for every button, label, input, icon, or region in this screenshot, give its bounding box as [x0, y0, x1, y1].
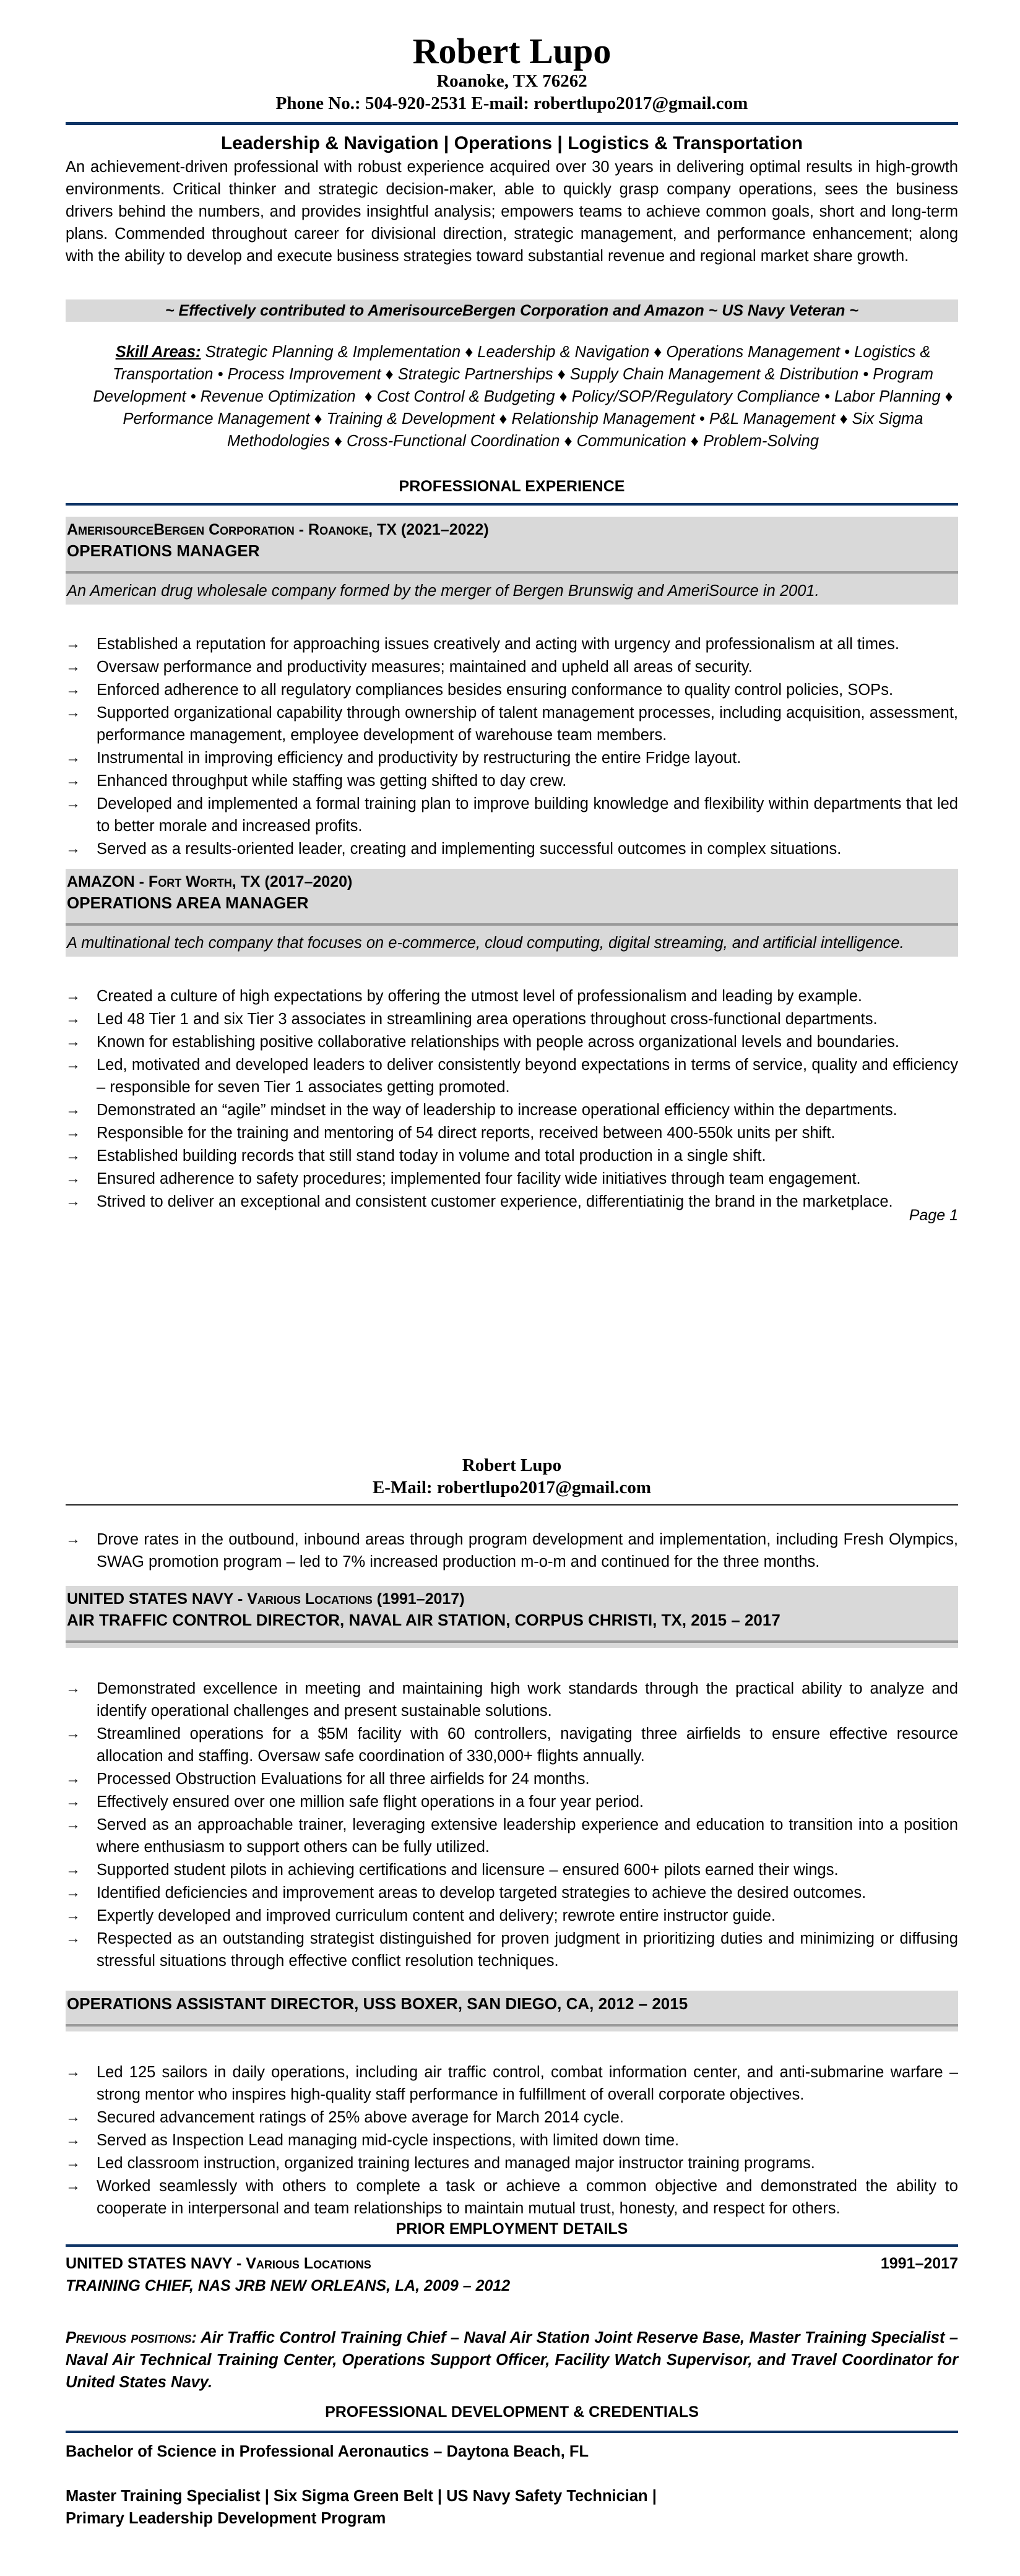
list-item: [66, 2129, 958, 2152]
company-description: An American drug wholesale company formed by the merger of Bergen Brunswig and AmeriSource in 2001.: [66, 580, 958, 605]
skill-areas-label: Skill Areas:: [115, 343, 201, 361]
job-us-navy: [66, 1586, 958, 1973]
highlight-banner: ~ Effectively contributed to AmerisourceBergen Corporation and Amazon ~ US Navy Veteran ~: [66, 299, 958, 322]
page-2-header: [66, 1454, 958, 1499]
candidate-email: E-Mail: robertlupo2017@gmail.com: [372, 1478, 652, 1497]
list-item: [66, 1882, 958, 1904]
arrow-icon: →: [66, 704, 80, 721]
job-header-box: [66, 1586, 958, 1648]
bullet-text: Supported student pilots in achieving certifications and licensure – ensured 600+ pilots earned their wings.: [97, 1861, 839, 1879]
certifications-line-1: Master Training Specialist | Six Sigma Green Belt | US Navy Safety Technician |: [66, 2488, 657, 2505]
bullet-text: Oversaw performance and productivity measures; maintained and upheld all areas of security.: [97, 658, 753, 676]
previous-positions-text: Air Traffic Control Training Chief – Naval Air Station Joint Reserve Base, Master Training Specialist – Naval Air Technical Training Center, Operations Support Officer, Facility Watch Supervisor, and Travel Coordinator for United States Navy.: [66, 2329, 958, 2391]
list-item: [66, 1528, 958, 1573]
bullet-text: Expertly developed and improved curriculum content and delivery; rewrote entire instructor guide.: [97, 1907, 776, 1924]
arrow-icon: →: [66, 681, 80, 698]
certifications-line-2: Primary Leadership Development Program: [66, 2510, 386, 2527]
company-location: Various Locations: [247, 1590, 373, 1608]
bullet-text: Instrumental in improving efficiency and productivity by restructuring the entire Fridge layout.: [97, 749, 741, 767]
previous-positions-label: Previous positions:: [66, 2329, 197, 2346]
job-bullets: [66, 1678, 958, 1972]
list-item: [66, 2152, 958, 2174]
bullet-text: Supported organizational capability through ownership of talent management processes, including acquisition, assessment, performance management, employee development of warehouse team members.: [97, 704, 958, 744]
job-company: [66, 871, 958, 892]
list-item: [66, 2061, 958, 2106]
resume-header: [66, 32, 958, 114]
candidate-address: Roanoke, TX 76262: [436, 71, 587, 91]
list-item: [66, 2175, 958, 2220]
bullet-text: Led, motivated and developed leaders to deliver consistently beyond expectations in terms of service, quality and efficiency – responsible for seven Tier 1 associates getting promoted.: [97, 1056, 958, 1096]
header-divider: [66, 122, 958, 125]
page-2-header-divider: [66, 1504, 958, 1506]
skill-areas: [66, 341, 980, 452]
job-title: OPERATIONS ASSISTANT DIRECTOR, USS BOXER, SAN DIEGO, CA, 2012 – 2015: [67, 1994, 688, 2013]
job-box-divider: [66, 2024, 958, 2027]
prior-employer-location: Various Locations: [246, 2255, 371, 2272]
job-amerisourcebergen: [66, 517, 958, 861]
arrow-icon: →: [66, 2109, 80, 2126]
list-item: [66, 679, 958, 701]
credentials-divider: [66, 2431, 958, 2433]
degree: Bachelor of Science in Professional Aeronautics – Daytona Beach, FL: [66, 2443, 589, 2460]
prior-employment: [66, 2252, 958, 2393]
bullet-text: Established a reputation for approaching issues creatively and acting with urgency and professionalism at all times.: [97, 635, 899, 653]
bullet-text: Led 48 Tier 1 and six Tier 3 associates in streamlining area operations throughout cross-functional departments.: [97, 1010, 878, 1028]
bullet-text: Drove rates in the outbound, inbound areas through program development and implementation, including Fresh Olympics, SWAG promotion program – led to 7% increased production m-o-m and continued for the three months.: [97, 1531, 958, 1570]
list-item: [66, 1008, 958, 1030]
bullet-text: Enforced adherence to all regulatory compliances besides ensuring conformance to quality control policies, SOPs.: [97, 681, 894, 699]
list-item: [66, 1791, 958, 1813]
bullet-text: Demonstrated an “agile” mindset in the way of leadership to increase operational efficiency within the departments.: [97, 1101, 897, 1119]
bullet-text: Strived to deliver an exceptional and consistent customer experience, differentiatinig the brand in the marketplace.: [97, 1193, 893, 1210]
company-name: AmerisourceBergen Corporation - Roanoke, TX: [67, 521, 397, 538]
list-item: [66, 1859, 958, 1881]
job-box-divider: [66, 571, 958, 574]
tagline: Leadership & Navigation | Operations | Logistics & Transportation: [220, 133, 803, 153]
arrow-icon: →: [66, 1124, 80, 1141]
arrow-icon: →: [66, 1861, 80, 1878]
bullet-text: Secured advancement ratings of 25% above average for March 2014 cycle.: [97, 2109, 624, 2126]
summary: An achievement-driven professional with robust experience acquired over 30 years in delivering optimal results in high-growth environments. Critical thinker and strategic decision-maker, able to quickly grasp company operations, sees the business drivers behind the numbers, and provides insightful analysis; empowers teams to achieve common goals, short and long-term plans. Commended throughout career for divisional direction, strategic management, and performance enhancement; along with the ability to develop and execute business strategies toward substantial revenue and regional market share growth.: [66, 158, 958, 265]
skill-areas-list: Strategic Planning & Implementation ♦ Leadership & Navigation ♦ Operations Management • Logistics & Transportation • Process Improvement ♦ Strategic Partnerships ♦ Supply Chain Management & Distribution • Program Development • Revenue Optimization ♦ Cost Control & Budgeting ♦ Policy/SOP/Regulatory Compliance • Labor Planning ♦ Performance Management ♦ Training & Development ♦ Relationship Management • P&L Management ♦ Six Sigma Methodologies ♦ Cross-Functional Coordination ♦ Communication ♦ Problem-Solving: [93, 343, 953, 450]
arrow-icon: →: [66, 1725, 80, 1742]
bullet-text: Respected as an outstanding strategist distinguished for proven judgment in prioritizing duties and minimizing or diffusing stressful situations through effective conflict resolution techniques.: [97, 1930, 958, 1970]
previous-positions: [66, 2327, 958, 2393]
bullet-text: Served as an approachable trainer, leveraging extensive leadership experience and education to transition into a position where enthusiasm to support others can be fully utilized.: [97, 1816, 958, 1856]
list-item: [66, 1099, 958, 1121]
arrow-icon: →: [66, 1056, 80, 1073]
section-title-credentials: PROFESSIONAL DEVELOPMENT & CREDENTIALS: [325, 2403, 699, 2421]
bullet-text: Identified deficiencies and improvement areas to develop targeted strategies to achieve the desired outcomes.: [97, 1884, 867, 1902]
bullet-text: Created a culture of high expectations by offering the utmost level of professionalism and leading by example.: [97, 988, 862, 1005]
arrow-icon: →: [66, 1193, 80, 1210]
arrow-icon: →: [66, 988, 80, 1004]
list-item: [66, 1723, 958, 1767]
arrow-icon: →: [66, 658, 80, 675]
company-location: Fort Worth, TX: [148, 873, 261, 890]
bullet-text: Worked seamlessly with others to complete a task or achieve a common objective and demonstrated the ability to cooperate in interpersonal and team relationships to maintain mutual trust, honesty, and respect for others.: [97, 2178, 958, 2217]
company-name: UNITED STATES NAVY -: [67, 1590, 248, 1608]
arrow-icon: →: [66, 1907, 80, 1924]
list-item: [66, 2106, 958, 2129]
list-item: [66, 985, 958, 1007]
list-item: [66, 702, 958, 746]
job-header-box: [66, 869, 958, 957]
list-item: [66, 1145, 958, 1167]
job-header-box: [66, 1991, 958, 2031]
list-item: [66, 1122, 958, 1144]
candidate-name: Robert Lupo: [462, 1455, 562, 1475]
arrow-icon: →: [66, 1884, 80, 1901]
job-title: OPERATIONS AREA MANAGER: [67, 894, 309, 912]
job-amazon: [66, 869, 958, 1213]
job-dates: (2021–2022): [396, 521, 489, 538]
arrow-icon: →: [66, 1680, 80, 1697]
bullet-text: Enhanced throughput while staffing was getting shifted to day crew.: [97, 772, 567, 790]
company-name: AMAZON -: [67, 873, 149, 890]
credentials: [66, 2440, 958, 2530]
section-title-prior: PRIOR EMPLOYMENT DETAILS: [395, 2220, 628, 2238]
arrow-icon: →: [66, 1010, 80, 1027]
bullet-text: Developed and implemented a formal training plan to improve building knowledge and flexibility within departments that led to better morale and increased profits.: [97, 795, 958, 835]
list-item: [66, 633, 958, 655]
candidate-contact: Phone No.: 504-920-2531 E-mail: robertlupo2017@gmail.com: [275, 93, 748, 113]
arrow-icon: →: [66, 772, 80, 789]
list-item: [66, 1168, 958, 1190]
arrow-icon: →: [66, 1147, 80, 1164]
prior-dates: 1991–2017: [880, 2255, 958, 2272]
arrow-icon: →: [66, 1531, 80, 1548]
bullet-text: Demonstrated excellence in meeting and maintaining high work standards through the practical ability to analyze and identify operational challenges and present sustainable solutions.: [97, 1680, 958, 1720]
arrow-icon: →: [66, 795, 80, 812]
prior-divider: [66, 2244, 958, 2247]
job-box-divider: [66, 1640, 958, 1643]
job-amazon-continued: [66, 1528, 958, 1574]
job-header-box: [66, 517, 958, 605]
job-bullets: [66, 2061, 958, 2220]
job-company: [66, 1588, 958, 1609]
prior-employer-name: UNITED STATES NAVY -: [66, 2255, 246, 2272]
job-title: AIR TRAFFIC CONTROL DIRECTOR, NAVAL AIR STATION, CORPUS CHRISTI, TX, 2015 – 2017: [67, 1611, 780, 1629]
arrow-icon: →: [66, 1930, 80, 1947]
arrow-icon: →: [66, 2178, 80, 2194]
list-item: [66, 838, 958, 860]
job-bullets: [66, 1528, 958, 1573]
bullet-text: Led classroom instruction, organized training lectures and managed major instructor training programs.: [97, 2155, 815, 2172]
arrow-icon: →: [66, 2064, 80, 2080]
arrow-icon: →: [66, 1170, 80, 1187]
arrow-icon: →: [66, 2132, 80, 2148]
job-box-divider: [66, 923, 958, 926]
list-item: [66, 1678, 958, 1722]
arrow-icon: →: [66, 635, 80, 652]
job-uss-boxer: [66, 1991, 958, 2220]
list-item: [66, 656, 958, 678]
list-item: [66, 1905, 958, 1927]
bullet-text: Led 125 sailors in daily operations, including air traffic control, combat information center, and anti-submarine warfare – strong mentor who inspires high-quality staff performance in fulfillment of overall corporate objectives.: [97, 2064, 958, 2103]
arrow-icon: →: [66, 2155, 80, 2171]
prior-employer-line: [66, 2252, 958, 2275]
arrow-icon: →: [66, 840, 80, 857]
bullet-text: Established building records that still stand today in volume and total production in a single shift.: [97, 1147, 766, 1165]
arrow-icon: →: [66, 1793, 80, 1810]
job-bullets: [66, 985, 958, 1213]
list-item: [66, 1768, 958, 1790]
arrow-icon: →: [66, 749, 80, 766]
job-dates: (1991–2017): [372, 1590, 465, 1608]
bullet-text: Responsible for the training and mentoring of 54 direct reports, received between 400-550k units per shift.: [97, 1124, 836, 1142]
bullet-text: Served as a results-oriented leader, creating and implementing successful outcomes in complex situations.: [97, 840, 842, 858]
prior-role: TRAINING CHIEF, NAS JRB NEW ORLEANS, LA, 2009 – 2012: [66, 2277, 511, 2294]
candidate-name: Robert Lupo: [412, 31, 612, 71]
arrow-icon: →: [66, 1101, 80, 1118]
list-item: [66, 1928, 958, 1972]
job-title: OPERATIONS MANAGER: [67, 541, 260, 560]
list-item: [66, 1814, 958, 1858]
job-dates: (2017–2020): [260, 873, 353, 890]
bullet-text: Processed Obstruction Evaluations for all three airfields for 24 months.: [97, 1770, 590, 1788]
job-company: [66, 519, 958, 540]
bullet-text: Known for establishing positive collaborative relationships with people across organizational levels and boundaries.: [97, 1033, 900, 1051]
list-item: [66, 1054, 958, 1098]
list-item: [66, 1031, 958, 1053]
experience-divider: [66, 503, 958, 506]
arrow-icon: →: [66, 1816, 80, 1833]
prior-employer: [66, 2252, 371, 2275]
section-title-experience: PROFESSIONAL EXPERIENCE: [399, 478, 625, 495]
bullet-text: Ensured adherence to safety procedures; implemented four facility wide initiatives through team engagement.: [97, 1170, 861, 1187]
arrow-icon: →: [66, 1033, 80, 1050]
arrow-icon: →: [66, 1770, 80, 1787]
bullet-text: Streamlined operations for a $5M facility with 60 controllers, navigating three airfields to ensure effective resource allocation and staffing. Oversaw safe coordination of 330,000+ flights annually.: [97, 1725, 958, 1765]
page-number: Page 1: [909, 1207, 958, 1224]
company-description: A multinational tech company that focuses on e-commerce, cloud computing, digital streaming, and artificial intelligence.: [66, 932, 958, 957]
bullet-text: Served as Inspection Lead managing mid-cycle inspections, with limited down time.: [97, 2132, 680, 2149]
list-item: [66, 747, 958, 769]
job-bullets: [66, 633, 958, 860]
list-item: [66, 793, 958, 837]
list-item: [66, 770, 958, 792]
bullet-text: Effectively ensured over one million safe flight operations in a four year period.: [97, 1793, 644, 1811]
